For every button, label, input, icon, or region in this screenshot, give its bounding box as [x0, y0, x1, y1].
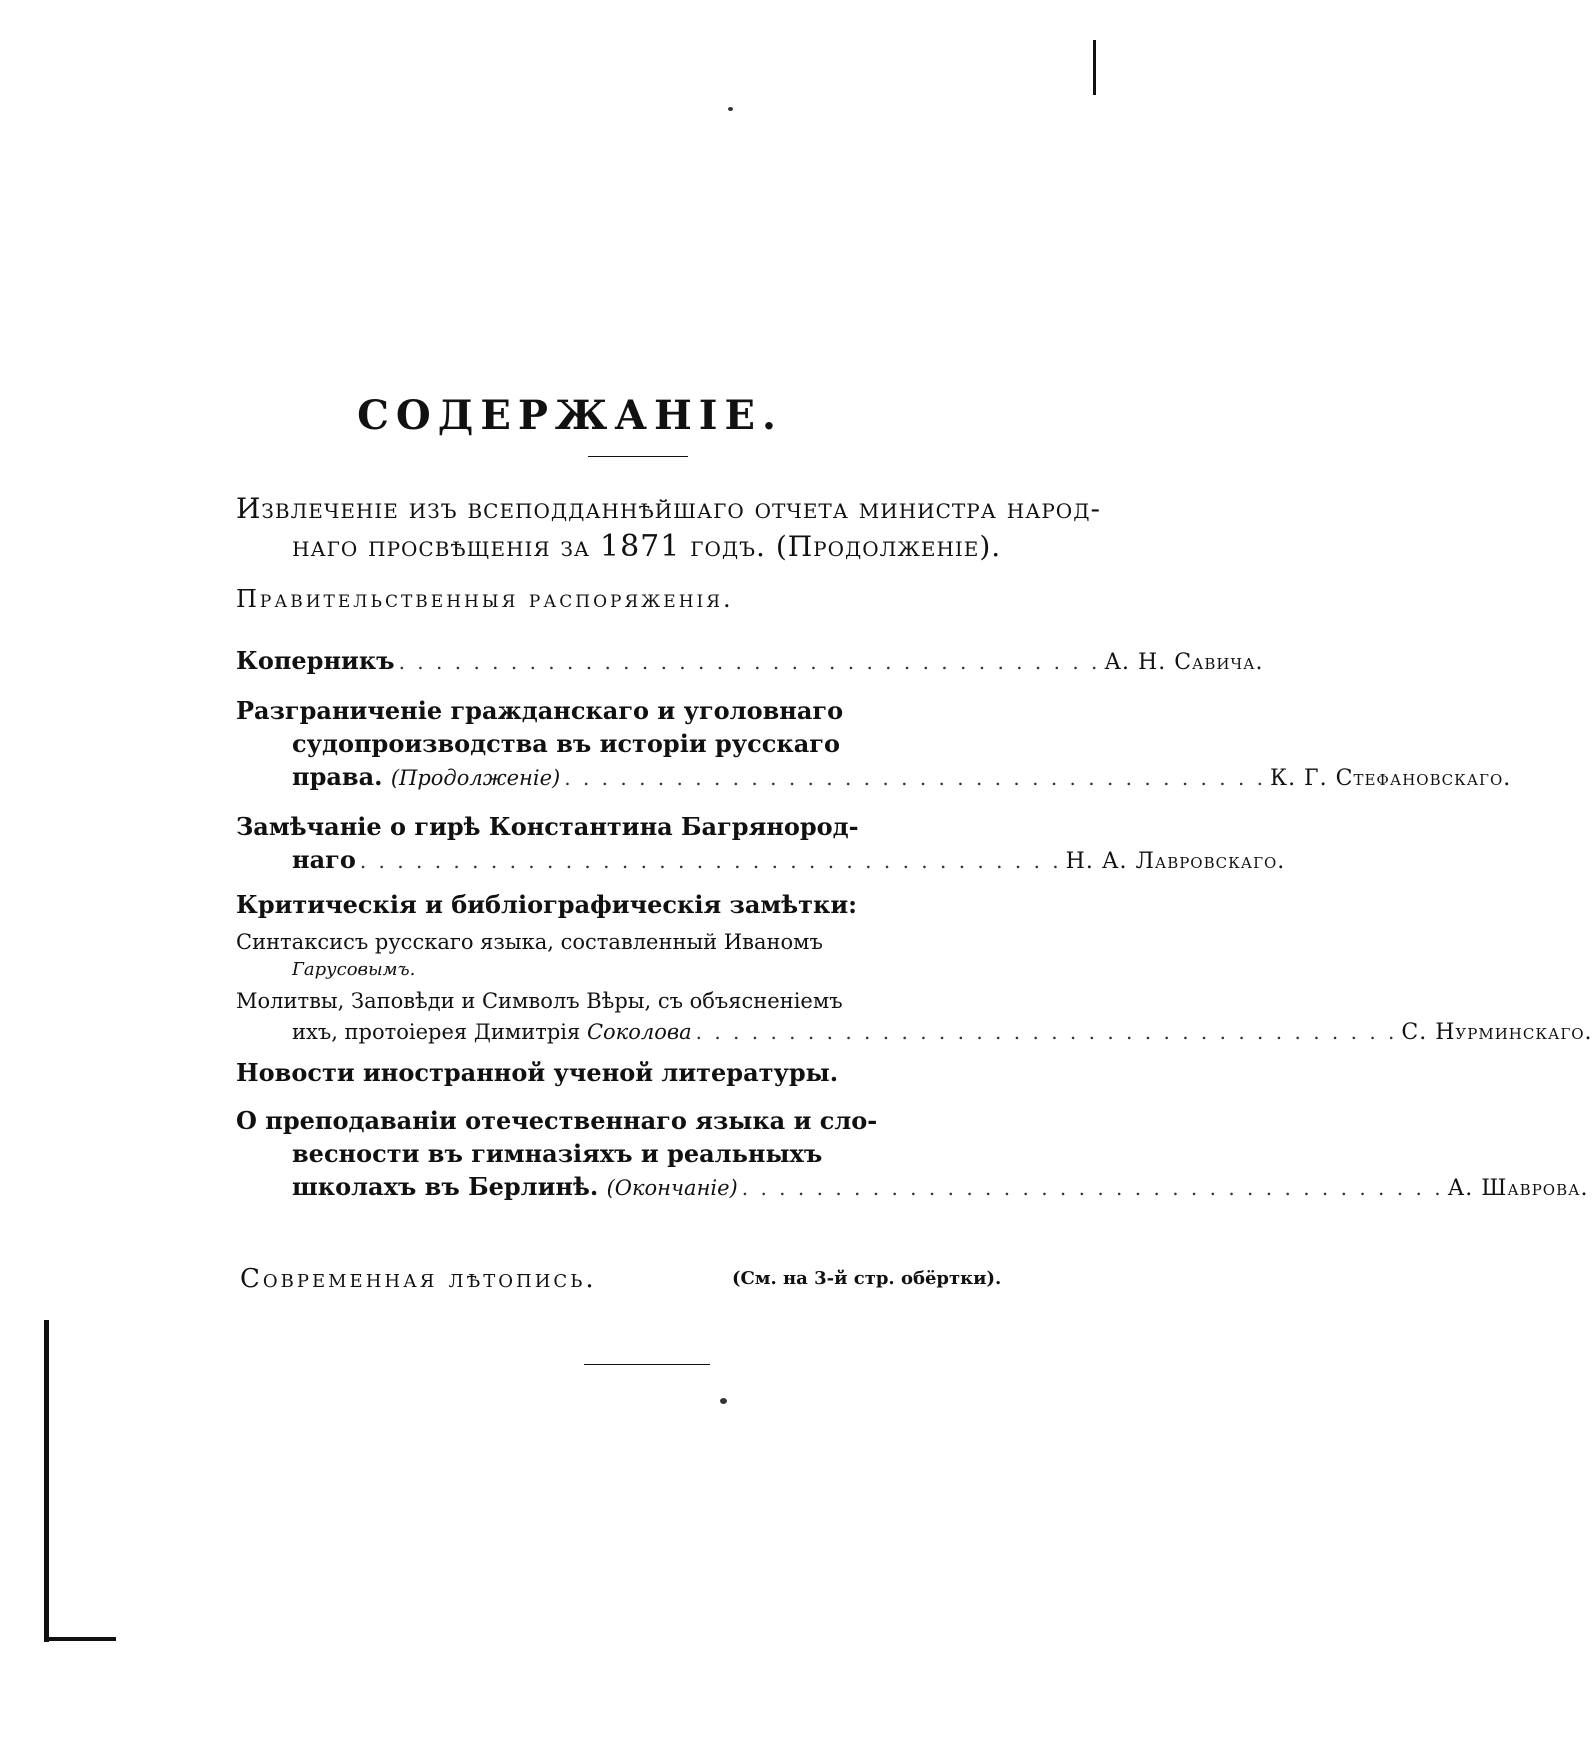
entry-title-line-1: О преподаваніи отечественнаго языка и сло- [236, 1106, 878, 1135]
item-2-line-1: Молитвы, Заповѣди и Символъ Вѣры, съ объясненіемъ [236, 989, 843, 1013]
report-year: 1871 [599, 529, 681, 564]
left-margin-foot [44, 1637, 116, 1641]
entry-author: С. Нурминскаго. [1401, 1020, 1593, 1045]
leader-dots: . . . . . . . . . . . . . . . . . . . . . . . . . . . . . . . . . . . . . . [695, 1020, 1398, 1044]
report-line-2 [292, 528, 1001, 566]
entry-last-line [236, 843, 1286, 878]
entry-heading: Критическія и библіографическія замѣтки: [236, 890, 858, 919]
toc-entry-zamechanie [236, 810, 1286, 878]
chronicle-note: (См. на 3-й стр. обёртки). [732, 1268, 1002, 1289]
entry-last-line [236, 760, 1512, 795]
toc-entry-kopernik [236, 644, 1264, 679]
entry-note: (Продолженіе) [390, 766, 561, 790]
item-2-last-line [236, 1017, 1593, 1048]
item-1-line-1: Синтаксисъ русскаго языка, составленный Иваномъ [236, 930, 823, 954]
chronicle-title: Современная лѣтопись. [240, 1264, 597, 1294]
entry-title: Новости иностранной ученой литературы. [236, 1058, 839, 1087]
report-line-1: Извлеченіе изъ всеподданнѣйшаго отчета министра народ- [236, 492, 1101, 525]
entry-author: Н. А. Лавровскаго. [1065, 849, 1286, 874]
speck [728, 107, 733, 111]
leader-dots: . . . . . . . . . . . . . . . . . . . . . . . . . . . . . . . . . . . . . . [398, 650, 1101, 674]
page-title: СОДЕРЖАНІЕ. [357, 392, 783, 439]
report-line-2-end: годъ. (Продолженіе). [680, 530, 1002, 563]
entry-title-line-2: судопроизводства въ исторіи русскаго [292, 729, 840, 758]
entry-title-line-2: весности въ гимназіяхъ и реальныхъ [292, 1139, 823, 1168]
report-line-2-start: наго просвѣщенія за [292, 530, 600, 563]
top-right-mark [1093, 40, 1096, 95]
entry-author: К. Г. Стефановскаго. [1270, 766, 1512, 791]
entry-title: Коперникъ [236, 646, 395, 675]
entry-author: А. Шаврова. [1447, 1176, 1589, 1201]
leader-dots: . . . . . . . . . . . . . . . . . . . . . . . . . . . . . . . . . . . . . . [359, 849, 1062, 873]
entry-last-line [236, 1170, 1589, 1205]
entry-title-line-1: Замѣчаніе о гирѣ Константина Багрянород- [236, 812, 859, 841]
bottom-rule [584, 1364, 710, 1365]
leader-dots: . . . . . . . . . . . . . . . . . . . . . . . . . . . . . . . . . . . . . . [564, 766, 1267, 790]
toc-entry-prepodavanie [236, 1104, 1589, 1205]
title-rule [588, 456, 688, 457]
toc-entry-kritich [236, 888, 1593, 1048]
item-2-name: Соколова [586, 1020, 692, 1044]
entry-author: А. Н. Савича. [1104, 650, 1264, 675]
entry-title-line-1: Разграниченіе гражданскаго и уголовнаго [236, 696, 844, 725]
government-orders: Правительственныя распоряженія. [236, 585, 734, 613]
item-1-line-2: Гарусовымъ. [292, 959, 416, 980]
entry-title-line-3: права. [292, 762, 383, 791]
left-margin-bar [44, 1320, 49, 1642]
toc-entry-novosti [236, 1056, 1036, 1089]
leader-dots: . . . . . . . . . . . . . . . . . . . . . . . . . . . . . . . . . . . . . . [741, 1176, 1444, 1200]
entry-note: (Окончаніе) [606, 1176, 738, 1200]
toc-entry-razgranichenie [236, 694, 1512, 795]
entry-title-line-2: наго [292, 845, 356, 874]
speck [720, 1398, 727, 1404]
item-2-line-2: ихъ, протоіерея Димитрія [292, 1020, 581, 1044]
entry-title-line-3: школахъ въ Берлинѣ. [292, 1172, 599, 1201]
